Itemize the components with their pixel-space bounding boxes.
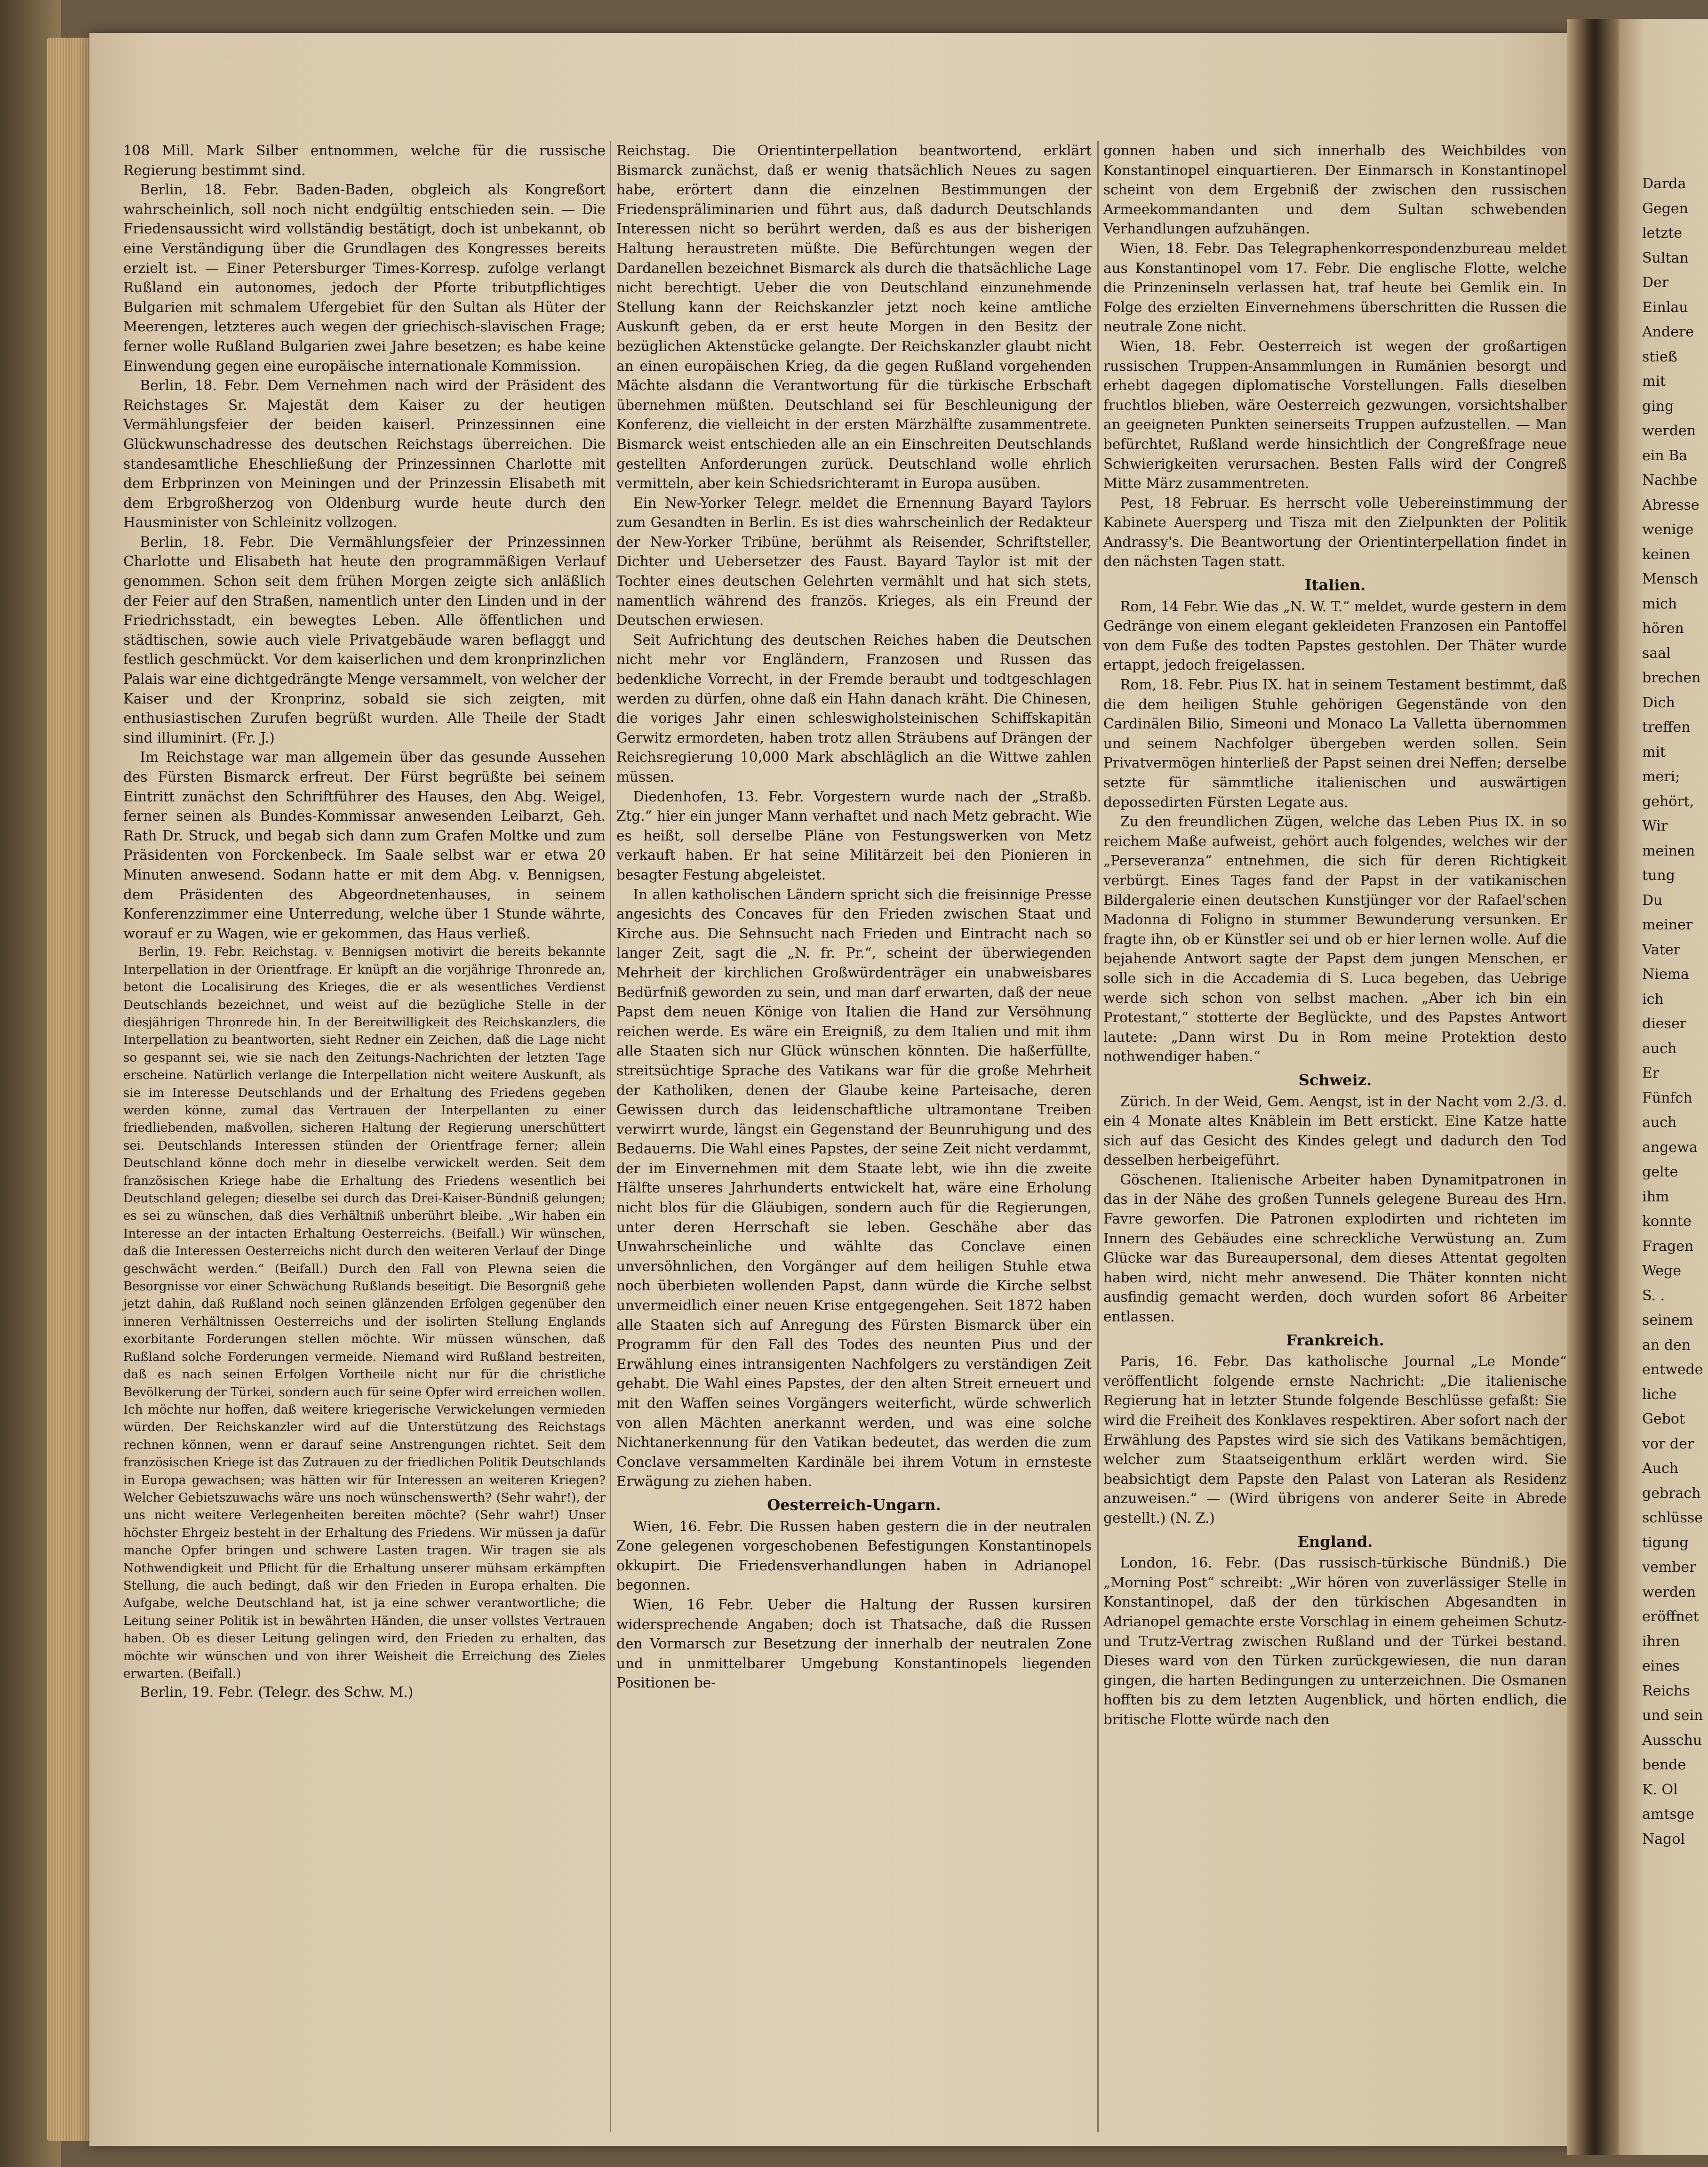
adjacent-page-text-fragment: tung	[1642, 867, 1675, 884]
adjacent-page-text-fragment: Vater	[1642, 941, 1680, 958]
adjacent-page-text-fragment: Der	[1642, 274, 1669, 291]
adjacent-page-text-fragment: brechen	[1642, 670, 1701, 686]
adjacent-page-text-fragment: Reichs	[1642, 1682, 1690, 1699]
adjacent-page-text-fragment: saal	[1642, 645, 1671, 662]
adjacent-page-text-fragment: hören	[1642, 620, 1684, 637]
section-heading: England.	[1297, 1532, 1373, 1551]
adjacent-page-text-fragment: gelte	[1642, 1164, 1678, 1180]
paragraph: gonnen haben und sich innerhalb des Weichbildes von Konstantinopel einquartieren. Der Einmarsch in Konstantinopel scheint von dem Ergebniß der zwischen den russischen Armeekommandanten und dem Sultan schwebenden Verhandlungen aufzuhängen.	[1103, 143, 1567, 237]
paragraph: Berlin, 18. Febr. Die Vermählungsfeier der Prinzessinnen Charlotte und Elisabeth hat heute den programmäßigen Verlauf genommen. Schon seit dem frühen Morgen zeigte sich anläßlich der Feier auf den Straßen, namentlich unter den Linden und in der Friedrichsstadt, ein bewegtes Leben. Alle öffentlichen und städtischen, sowie auch viele Privatgebäude waren beflaggt und festlich geschmückt. Vor dem kaiserlichen und dem kronprinzlichen Palais war eine dichtgedrängte Menge versammelt, von welcher der Kaiser und der Kronprinz, sobald sie sich zeigten, mit enthusiastischen Zurufen begrüßt wurden. Alle Theile der Stadt sind illuminirt. (Fr. J.)	[123, 534, 606, 746]
paragraph: Wien, 18. Febr. Oesterreich ist wegen der großartigen russischen Truppen-Ansammlungen in Rumänien besorgt und erhebt dagegen diplomatische Vorstellungen. Falls dieselben fruchtlos blieben, wäre Oesterreich gezwungen, vorsichtshalber an geeigneten Punkten seinerseits Truppen aufzustellen. — Man befürchtet, Rußland werde hinsichtlich der Congreßfrage neue Schwierigkeiten verursachen. Besten Falls wird der Congreß Mitte März zusammentreten.	[1103, 338, 1567, 492]
adjacent-page-text-fragment: entwede	[1642, 1361, 1703, 1378]
adjacent-page-text-fragment: ich	[1642, 991, 1664, 1008]
adjacent-page-text-fragment: vember	[1642, 1559, 1696, 1575]
adjacent-page-text-fragment: Darda	[1642, 176, 1686, 192]
adjacent-page-text-fragment: tigung	[1642, 1534, 1689, 1551]
section-heading: Oesterreich-Ungarn.	[767, 1495, 941, 1514]
paragraph: Reichstag. Die Orientinterpellation beantwortend, erklärt Bismarck zunächst, daß er wenig thatsächlich Neues zu sagen habe, erörtert dann die einzelnen Bestimmungen der Friedenspräliminarien und führt aus, daß dadurch Deutschlands Interessen nicht so berührt werden, daß es aus der bisherigen Haltung heraustreten müßte. Die Befürchtungen wegen der Dardanellen bezeichnet Bismarck als durch die thatsächliche Lage nicht berechtigt. Ueber die von Deutschland einzunehmende Stellung kann der Reichskanzler jetzt noch keine amtliche Auskunft geben, da er erst heute Morgen in den Besitz der bezüglichen Aktenstücke gelangte. Der Reichskanzler glaubt nicht an einen europäischen Krieg, da die gegen Rußland vorgehenden Mächte alsdann die Verantwortung für die türkische Erbschaft übernehmen müßten. Deutschland sei für Beschleunigung der Konferenz, die vielleicht in der ersten Märzhälfte zusammentrete. Bismarck weist entschieden alle an ein Einschreiten Deutschlands gestellten Anforderungen zurück. Deutschland wolle ehrlich vermitteln, aber kein Schiedsrichteramt in Europa ausüben.	[616, 143, 1092, 492]
paragraph: Pest, 18 Februar. Es herrscht volle Uebereinstimmung der Kabinete Auersperg und Tisza mit den Zielpunkten der Politik Andrassy's. Die Beantwortung der Orientinterpellation findet in den nächsten Tagen statt.	[1103, 495, 1567, 570]
adjacent-page-text-fragment: dieser	[1642, 1016, 1687, 1032]
paragraph: Zu den freundlichen Zügen, welche das Leben Pius IX. in so reichem Maße aufweist, gehört auch folgendes, welches wir der „Perseveranza“ entnehmen, die sich für deren Richtigkeit verbürgt. Eines Tages fand der Papst in der vatikanischen Bildergalerie einen deutschen Kunstjünger vor der Rafael'schen Madonna di Foligno in stummer Bewunderung versunken. Er fragte ihn, ob er Künstler sei und ob er hier lernen wolle. Auf die bejahende Antwort sagte der Papst dem jungen Menschen, er solle sich in die Accademia di S. Luca begeben, das Uebrige werde sich schon von selbst machen. „Aber ich bin ein Protestant,“ stotterte der Beglückte, und des Papstes Antwort lautete: „Dann wirst Du in Rom meine Protektion desto nothwendiger haben.“	[1103, 814, 1567, 1065]
adjacent-page-text-fragment: Gebot	[1642, 1411, 1685, 1427]
paragraph: Wien, 18. Febr. Das Telegraphenkorrespondenzbureau meldet aus Konstantinopel vom 17. Febr. Die englische Flotte, welche die Prinzeninseln verlassen hat, traf heute bei Gemlik ein. In Folge des erzielten Einvernehmens überschritten die Russen die neutrale Zone nicht.	[1103, 240, 1567, 335]
adjacent-page	[1619, 19, 1708, 2155]
adjacent-page-text-fragment: Gegen	[1642, 200, 1688, 217]
adjacent-page-text-fragment: meri;	[1642, 768, 1680, 785]
adjacent-page-text-fragment: auch	[1642, 1040, 1677, 1057]
adjacent-page-text-fragment: auch	[1642, 1114, 1677, 1131]
adjacent-page-text-fragment: ein Ba	[1642, 447, 1688, 464]
adjacent-page-text-fragment: Einlau	[1642, 299, 1688, 316]
adjacent-page-text-fragment: K. Ol	[1642, 1781, 1678, 1798]
adjacent-page-text-fragment: Mensch	[1642, 571, 1699, 587]
section-heading: Frankreich.	[1286, 1331, 1384, 1349]
adjacent-page-text-fragment: Nachbe	[1642, 472, 1698, 488]
adjacent-page-text-fragment: amtsge	[1642, 1806, 1694, 1823]
paragraph: Göschenen. Italienische Arbeiter haben Dynamitpatronen in das in der Nähe des großen Tunnels gelegene Bureau des Hrn. Favre geworfen. Die Patronen explodirten und richteten im Innern des Gebäudes eine schreckliche Verwüstung an. Zum Glücke war das Bureaupersonal, dem dieses Attentat gegolten haben wird, nicht mehr anwesend. Die Thäter konnten nicht ausfindig gemacht werden, doch wurden sofort 86 Arbeiter entlassen.	[1103, 1171, 1567, 1325]
adjacent-page-text-fragment: ging	[1642, 398, 1674, 415]
adjacent-page-text-fragment: Auch	[1642, 1460, 1679, 1477]
paragraph: Wien, 16 Febr. Ueber die Haltung der Russen kursiren widersprechende Angaben; doch ist Thatsache, daß die Russen den Vormarsch zur Besetzung der innerhalb der neutralen Zone und in unmittelbarer Umgebung Konstantinopels liegenden Positionen be-	[616, 1596, 1092, 1691]
adjacent-page-text-fragment: meinen	[1642, 842, 1695, 859]
adjacent-page-text-fragment: Niema	[1642, 966, 1689, 983]
paragraph: Zürich. In der Weid, Gem. Aengst, ist in der Nacht vom 2./3. d. ein 4 Monate altes Knäblein im Bett erstickt. Eine Katze hatte sich auf das Gesicht des Kindes gelegt und dadurch den Tod desselben herbeigeführt.	[1103, 1093, 1567, 1168]
paragraph: Paris, 16. Febr. Das katholische Journal „Le Monde“ veröffentlicht folgende ernste Nachricht: „Die italienische Regierung hat in letzter Stunde folgende Beschlüsse gefaßt: Sie wird die Freiheit des Konklaves respektiren. Aber sofort nach der Erwählung des Papstes wird sie sich des Vatikans bemächtigen, welcher zum Staatseigenthum erklärt werden wird. Sie beabsichtigt dem Papste den Palast von Lateran als Residenz anzuweisen.“ — (Wird übrigens von anderer Seite in Abrede gestellt.) (N. Z.)	[1103, 1353, 1567, 1526]
adjacent-page-text-fragment: eines	[1642, 1658, 1680, 1674]
adjacent-page-text-fragment: letzte	[1642, 225, 1683, 241]
adjacent-page-text-fragment: bende	[1642, 1757, 1686, 1773]
column-1	[123, 141, 606, 1703]
paragraph: Diedenhofen, 13. Febr. Vorgestern wurde nach der „Straßb. Ztg.“ hier ein junger Mann verhaftet und nach Metz gebracht. Wie es heißt, soll derselbe Pläne von Festungswerken von Metz verkauft haben. Er hat seine Militärzeit bei den Pionieren in besagter Festung abgeleistet.	[616, 788, 1092, 883]
paragraph: Berlin, 18. Febr. Dem Vernehmen nach wird der Präsident des Reichstages Sr. Majestät dem Kaiser zu der heutigen Vermählungsfeier der beiden kaiserl. Prinzessinnen eine Glückwunschadresse des deutschen Reichstags überreichen. Die standesamtliche Eheschließung der Prinzessinnen Charlotte mit dem Erbprinzen von Meiningen und der Prinzessin Elisabeth mit dem Erbgroßherzog von Oldenburg wurde heute durch den Hausminister von Schleinitz vollzogen.	[123, 377, 606, 531]
adjacent-page-text-fragment: mich	[1642, 595, 1677, 612]
adjacent-page-text-fragment: gehört,	[1642, 793, 1694, 810]
adjacent-page-text-fragment: vor der	[1642, 1435, 1694, 1452]
adjacent-page-text-fragment: Fünfch	[1642, 1089, 1692, 1106]
adjacent-page-text-fragment: angewa	[1642, 1139, 1698, 1156]
adjacent-page-text-fragment: liche	[1642, 1386, 1677, 1403]
paragraph: 108 Mill. Mark Silber entnommen, welche für die russische Regierung bestimmt sind.	[123, 143, 606, 178]
column-rule	[610, 141, 611, 2132]
adjacent-page-text-fragment: mit	[1642, 373, 1666, 390]
adjacent-page-text-fragment: Fragen	[1642, 1238, 1694, 1255]
paragraph: Seit Aufrichtung des deutschen Reiches haben die Deutschen nicht mehr vor Engländern, Franzosen und Russen das bedenkliche Vorrecht, in der Fremde beraubt und todtgeschlagen werden zu dürfen, ohne daß ein Hahn danach kräht. Die Chinesen, die voriges Jahr einen schleswigholsteinischen Schiffskapitän Gerwitz ermordeten, haben trotz allen Sträubens auf Drängen der Reichsregierung 10,000 Mark abschläglich an die Wittwe zahlen müssen.	[616, 632, 1092, 785]
adjacent-page-text-fragment: Nagol	[1642, 1831, 1685, 1847]
adjacent-page-text-fragment: seinem	[1642, 1312, 1693, 1328]
paragraph: Berlin, 19. Febr. (Telegr. des Schw. M.)	[140, 1684, 414, 1701]
paragraph: Rom, 18. Febr. Pius IX. hat in seinem Testament bestimmt, daß die dem heiligen Stuhle gehörigen Gegenstände von den Cardinälen Bilio, Simeoni und Monaco La Valletta übernommen und seinem Nachfolger übergeben werden sollen. Sein Privatvermögen hinterließ der Papst seinen drei Neffen; derselbe setzte für sämmtliche italienischen und auswärtigen depossedirten Fürsten Legate aus.	[1103, 677, 1567, 810]
adjacent-page-text-fragment: Er	[1642, 1065, 1660, 1081]
adjacent-page-text-fragment: Dich	[1642, 694, 1675, 711]
adjacent-page-text-fragment: werden	[1642, 423, 1696, 439]
paragraph: London, 16. Febr. (Das russisch-türkische Bündniß.) Die „Morning Post“ schreibt: „Wir hören von zuverlässiger Stelle in Konstantinopel, daß der den türkischen Abgesandten in Adrianopel gemachte erste Vorschlag in einem geheimen Schutz- und Trutz-Vertrag zwischen Rußland und der Türkei bestand. Dieses ward von den Türken zurückgewiesen, die nun daran gingen, die harten Bedingungen zu unterzeichnen. Die Osmanen hofften bis zu dem letzten Augenblick, und hörten endlich, die britische Flotte würde nach den	[1103, 1555, 1567, 1727]
adjacent-page-text-fragment: Sultan	[1642, 249, 1689, 266]
column-rule	[1097, 141, 1099, 2132]
adjacent-page-text-fragment: und sein	[1642, 1707, 1703, 1724]
column-2	[616, 141, 1092, 1693]
adjacent-page-text-fragment: keinen	[1642, 546, 1690, 563]
adjacent-page-text-fragment: konnte	[1642, 1213, 1692, 1230]
adjacent-page-text-fragment: eröffnet	[1642, 1608, 1699, 1625]
adjacent-page-text-fragment: treffen	[1642, 719, 1691, 736]
adjacent-page-text-fragment: schlüsse	[1642, 1510, 1703, 1526]
paragraph: Berlin, 19. Febr. Reichstag. v. Bennigsen motivirt die bereits bekannte Interpellation in der Orientfrage. Er knüpft an die vorjährige Thronrede an, betont die Localisirung des Krieges, die er als wesentliches Verdienst Deutschlands bezeichnet, und weist auf die bezügliche Stelle in der diesjährigen Thronrede hin. In der Bereitwilligkeit des Reichskanzlers, die Interpellation zu beantworten, sieht Redner ein Zeichen, daß die Lage nicht so gespannt sei, wie sie nach den Zeitungs-Nachrichten der letzten Tage erscheine. Natürlich verlange die Interpellation nicht weitere Auskunft, als sie im Interesse Deutschlands und der Erhaltung des Friedens gegeben werden könne, zumal das Vertrauen der Interpellanten zu einer friedliebenden, maßvollen, sicheren Haltung der Regierung unerschüttert sei. Deutschlands Interessen stünden der Orientfrage ferner; allein Deutschland könne doch mehr in dieselbe verwickelt werden. Seit dem französischen Kriege habe die Erhaltung des Friedens wesentlich bei Deutschland gelegen; dieselbe sei durch das Drei-Kaiser-Bündniß gelungen; es sei zu wünschen, daß dies Verhältniß unberührt bleibe. „Wir haben ein Interesse an der intacten Erhaltung Oesterreichs. (Beifall.) Wir wünschen, daß die Interessen Oesterreichs nicht durch den weiteren Verlauf der Dinge geschwächt werden.“ (Beifall.) Durch den Fall von Plewna seien die Besorgnisse vor einer Schwächung Rußlands beseitigt. Die Besorgniß gehe jetzt dahin, daß Rußland noch seinen glänzenden Erfolgen gegenüber den inneren Verhältnissen Oesterreichs und der isolirten Stellung Englands exorbitante Forderungen stellen möchte. Wir müssen wünschen, daß Rußland solche Forderungen vermeide. Niemand wird Rußland bestreiten, daß es nach seinen Erfolgen Vortheile nicht nur für die christliche Bevölkerung der Türkei, sondern auch für seine Opfer wird erreichen wollen. Ich möchte nur hoffen, daß weitere kriegerische Verwickelungen vermieden würden. Der Reichskanzler wird auf die Unterstützung des Reichstags rechnen können, wenn er darauf seine Anstrengungen richtet. Seit dem französischen Kriege ist das Zutrauen zu der friedlichen Politik Deutschlands in Europa gewachsen; was hätten wir für Interessen an weiteren Kriegen? Welcher Gebietszuwachs wäre uns noch wünschenswerth? (Sehr wahr!), der uns nicht weitere Verlegenheiten bereiten möchte? (Sehr wahr!) Unser höchster Ehrgeiz besteht in der Erhaltung des Friedens. Wir müssen ja dafür manche Opfer bringen und schwere Lasten tragen. Wir tragen sie als Nothwendigkeit und Pflicht für die Erhaltung unserer mühsam erkämpften Stellung, die auch bedingt, daß wir den Frieden in Europa erhalten. Die Aufgabe, welche Deutschland hat, ist ja eine schwer verantwortliche; die Leitung seiner Politik ist in bewährten Händen, die unser vollstes Vertrauen haben. Ob es dieser Leitung gelingen wird, den Frieden zu erhalten, das möchte wir wünschen und von ihrer Weisheit die Erreichung des Zieles erwarten. (Beifall.)	[123, 945, 606, 1681]
column-3	[1103, 141, 1567, 1730]
paragraph: In allen katholischen Ländern spricht sich die freisinnige Presse angesichts des Concaves für den Frieden zwischen Staat und Kirche aus. Die Sehnsucht nach Frieden und Eintracht nach so langer Zeit, sagt die „N. fr. Pr.“, scheint der überwiegenden Mehrheit der kirchlichen Großwürdenträger ein unabweisbares Bedürfniß geworden zu sein, und man darf erwarten, daß der neue Papst dem neuen Könige von Italien die Hand zur Versöhnung reichen werde. Es wäre ein Ereigniß, zu dem Italien und mit ihm alle Staaten sich nur Glück wünschen könnten. Die haßerfüllte, streitsüchtige Sprache des Vatikans war für die große Mehrheit der Katholiken, denen der Glaube keine Parteisache, deren Gewissen durch das leidenschaftliche ultramontane Treiben verwirrt wurde, längst ein Gegenstand der Beunruhigung und des Bedauerns. Die Wahl eines Papstes, der seine Zeit nicht verdammt, der im Einvernehmen mit dem Staate lebt, wie ihn die zweite Hälfte unseres Jahrhunderts entwickelt hat, wäre eine Erholung nicht blos für die Gläubigen, sondern auch für die Regierungen, unter deren Herrschaft sie leben. Geschähe aber das Unwahrscheinliche und wählte das Conclave einen unversöhnlichen, den Vorgänger auf dem heiligen Stuhle etwa noch überbieten wollenden Papst, dann würde die Kirche selbst unvermeidlich einer neuen Krise entgegengehen. Seit 1872 haben alle Staaten sich auf Anregung des Fürsten Bismarck über ein Programm für den Fall des Todes des neunten Pius und der Erwählung eines intransigenten Nachfolgers zu verständigen Zeit gehabt. Die Wahl eines Papstes, der den alten Streit erneuert und mit den Waffen seines Vorgängers weiterficht, würde schwerlich von allen Mächten anerkannt werden, und was eine solche Nichtanerkennung für den Vatikan bedeutet, das werden die zum Conclave versammelten Kardinäle bei ihrem Votum in ernsteste Erwägung zu ziehen haben.	[616, 886, 1092, 1490]
adjacent-page-text-fragment: Ausschu	[1642, 1732, 1702, 1749]
section-heading: Schweiz.	[1298, 1071, 1372, 1089]
adjacent-page-text-fragment: Du	[1642, 892, 1663, 909]
adjacent-page-text-fragment: an den	[1642, 1336, 1691, 1353]
adjacent-page-text-fragment: meiner	[1642, 917, 1693, 933]
adjacent-page-text-fragment: stieß	[1642, 348, 1677, 365]
adjacent-page-text-fragment: mit	[1642, 744, 1666, 760]
adjacent-page-text-fragment: Abresse	[1642, 496, 1700, 513]
adjacent-page-text-fragment: Wege	[1642, 1263, 1682, 1279]
paragraph: Berlin, 18. Febr. Baden-Baden, obgleich als Kongreßort wahrscheinlich, soll noch nicht endgültig entschieden sein. — Die Friedensaussicht wird vollständig bestätigt, doch ist unbekannt, ob eine Verständigung über die Grundlagen des Kongresses bereits erzielt ist. — Einer Petersburger Times-Korresp. zufolge verlangt Rußland ein autonomes, jedoch der Pforte tributpflichtiges Bulgarien mit schmalem Ufergebiet für den Sultan als Hüter der Meerengen, letzteres auch wegen der griechisch-slavischen Frage; ferner wolle Rußland Bulgarien zwei Jahre besetzen; es habe keine Einwendung gegen eine europäische internationale Kommission.	[123, 182, 606, 374]
adjacent-page-text-fragment: wenige	[1642, 521, 1694, 538]
paragraph: Im Reichstage war man allgemein über das gesunde Aussehen des Fürsten Bismarck erfreut. Der Fürst begrüßte bei seinem Eintritt zunächst den Schriftführer des Hauses, den Abg. Weigel, ferner seinen als Bundes-Kommissar anwesenden Leibarzt, Geh. Rath Dr. Struck, und begab sich dann zum Grafen Moltke und zum Präsidenten von Forckenbeck. Im Saale selbst war er etwa 20 Minuten anwesend. Sodann hatte er mit dem Abg. v. Bennigsen, dem Präsidenten des Abgeordnetenhauses, in seinem Konferenzzimmer eine Unterredung, welche über 1 Stunde währte, worauf er zu Wagen, wie er gekommen, das Haus verließ.	[123, 749, 606, 942]
adjacent-page-text-fragment: ihren	[1642, 1633, 1680, 1650]
paragraph: Ein New-Yorker Telegr. meldet die Ernennung Bayard Taylors zum Gesandten in Berlin. Es ist dies wahrscheinlich der Redakteur der New-Yorker Tribüne, berühmt als Reisender, Schriftsteller, Dichter und Uebersetzer des Faust. Bayard Taylor ist mit der Tochter eines deutschen Gelehrten vermählt und hat sich stets, namentlich während des französ. Krieges, als ein Freund der Deutschen erwiesen.	[616, 495, 1092, 629]
book-gutter	[1567, 19, 1619, 2155]
adjacent-page-text-fragment: Wir	[1642, 818, 1668, 834]
adjacent-page-text-fragment: gebrach	[1642, 1485, 1701, 1502]
section-heading: Italien.	[1304, 576, 1366, 594]
paragraph: Rom, 14 Febr. Wie das „N. W. T.“ meldet, wurde gestern in dem Gedränge von einem elegant gekleideten Franzosen ein Pantoffel von dem Fuße des todten Papstes gestohlen. Der Thäter wurde ertappt, jedoch freigelassen.	[1103, 598, 1567, 673]
adjacent-page-text-fragment: S. .	[1642, 1287, 1665, 1304]
adjacent-page-text-fragment: Andere	[1642, 324, 1694, 340]
adjacent-page-text-fragment: werden	[1642, 1583, 1696, 1600]
paragraph: Wien, 16. Febr. Die Russen haben gestern die in der neutralen Zone gelegenen vorgeschobenen Befestigungen Konstantinopels okkupirt. Die Friedensverhandlungen haben in Adrianopel begonnen.	[616, 1518, 1092, 1593]
adjacent-page-text-fragment: ihm	[1642, 1188, 1669, 1205]
